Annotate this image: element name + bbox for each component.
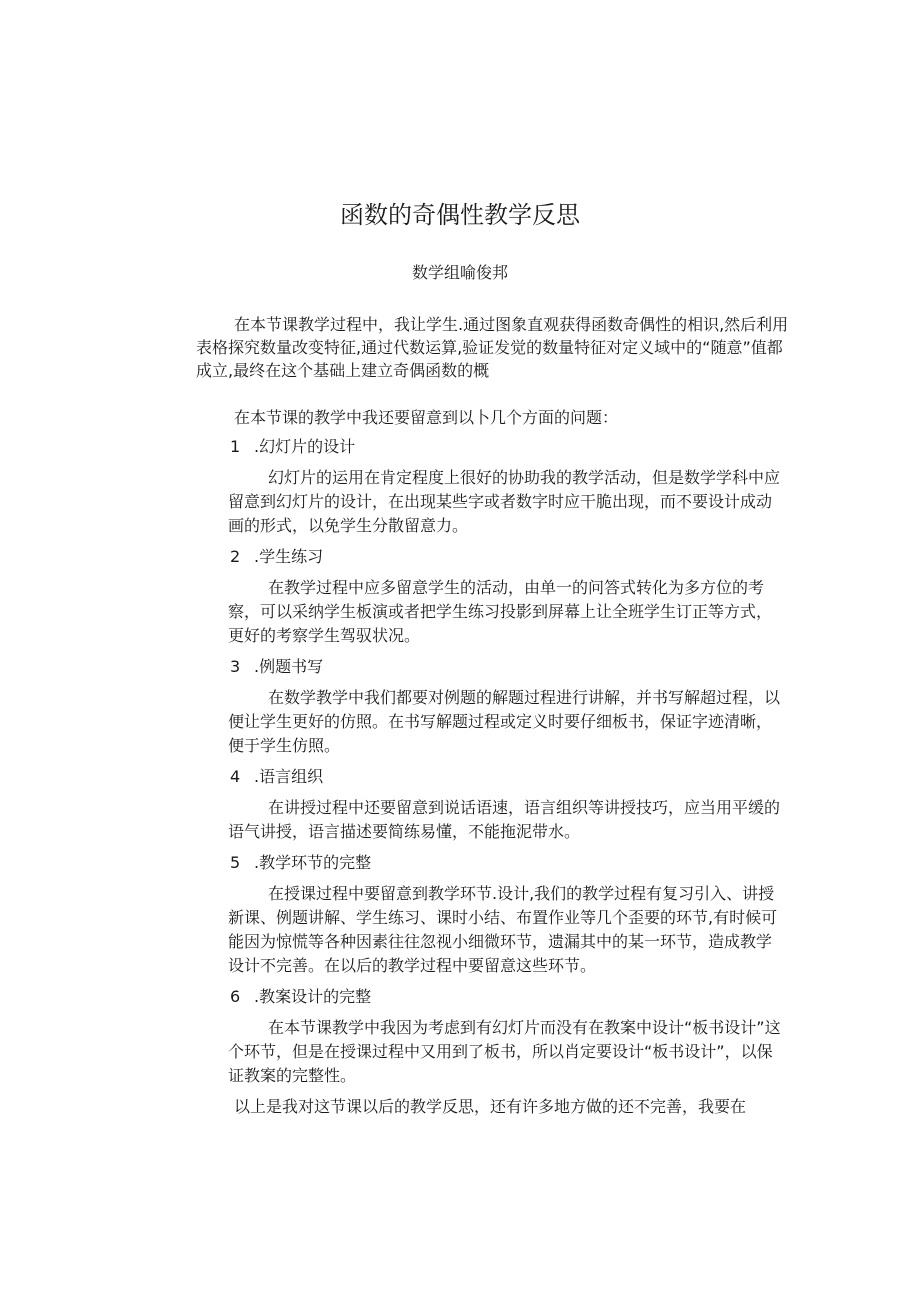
section-heading [230, 765, 783, 789]
section-paragraph: 在本节课教学中我因为考虑到有幻灯片而没有在教案中设计“板书设计”这个环节，但是在授课过程中又用到了板书，所以肖定要设计“板书设计”，以保证教案的完整性。 [228, 1018, 781, 1085]
section-heading-text: .教案设计的完整 [254, 987, 372, 1006]
section-heading-text: .教学环节的完整 [254, 853, 372, 872]
section-teaching-steps [228, 851, 783, 978]
section-heading [230, 545, 783, 569]
author-line: 数学组喻俊邦 [411, 263, 508, 282]
section-paragraph: 在授课过程中要留意到教学环节.设计,我们的教学过程有复习引入、讲授新课、例题讲解、学生练习、课时小结、布置作业等几个歪要的环节,有时候可能因为惊慌等各种因素往往忽视小细微环节，遗漏其中的某一环节，造成教学设计不完善。在以后的教学过程中要留意这些环节。 [228, 884, 778, 975]
section-language [228, 765, 783, 844]
section-paragraph: 在教学过程中应多留意学生的活动，由单一的问答式转化为多方位的考察，可以采纳学生板演或者把学生练习投影到屏幕上让全班学生订正等方式，更好的考察学生驾驭状况。 [228, 578, 773, 645]
section-heading [230, 851, 783, 875]
section-heading-text: .语言组织 [254, 767, 324, 786]
document-body [228, 406, 783, 1119]
section-heading-text: .学生练习 [254, 547, 324, 566]
section-heading [230, 435, 783, 459]
section-heading [230, 985, 783, 1009]
section-heading-text: .幻灯片的设计 [254, 437, 356, 456]
section-number: 1 [230, 437, 241, 456]
intro-paragraph: 在本节课教学过程中，我让学生.通过图象直观获得函数奇偶性的相识,然后利用表格探究数量改变特征,通过代数运算,验证发觉的数量特征对定义域中的“随意”值都成立,最终在这个基础上建立奇偶函数的概 [196, 315, 789, 380]
section-student-practice [228, 545, 783, 648]
document-title: 函数的奇偶性教学反思 [340, 201, 580, 229]
closing-paragraph: 以上是我对这节课以后的教学反思，还有许多地方做的还不完善，我要在 [234, 1097, 747, 1116]
section-paragraph: 幻灯片的运用在肯定程度上很好的协助我的教学活动，但是数学学科中应留意到幻灯片的设计，在出现某些字或者数字时应干脆出现，而不要设计成动画的形式，以免学生分散留意力。 [228, 468, 781, 535]
section-number: 2 [230, 547, 241, 566]
section-number: 4 [230, 767, 241, 786]
section-slides [228, 435, 783, 538]
section-number: 3 [230, 657, 241, 676]
section-number: 5 [230, 853, 241, 872]
section-number: 6 [230, 987, 241, 1006]
section-heading-text: .例题书写 [254, 657, 324, 676]
section-lesson-plan [228, 985, 783, 1088]
lead-sentence: 在本节课的教学中我还要留意到以卜几个方面的问题： [234, 408, 619, 427]
section-heading [230, 655, 783, 679]
section-paragraph: 在数学教学中我们都要对例题的解题过程进行讲解，并书写解超过程，以便让学生更好的仿照。在书写解题过程或定义时要仔细板书，保证字迹清晰，便于学生仿照。 [228, 688, 781, 755]
section-example-writing [228, 655, 783, 758]
section-paragraph: 在讲授过程中还要留意到说话语速，语言组织等讲授技巧，应当用平缓的语气讲授，语言描述要简练易懂，不能拖泥带水。 [228, 798, 781, 841]
